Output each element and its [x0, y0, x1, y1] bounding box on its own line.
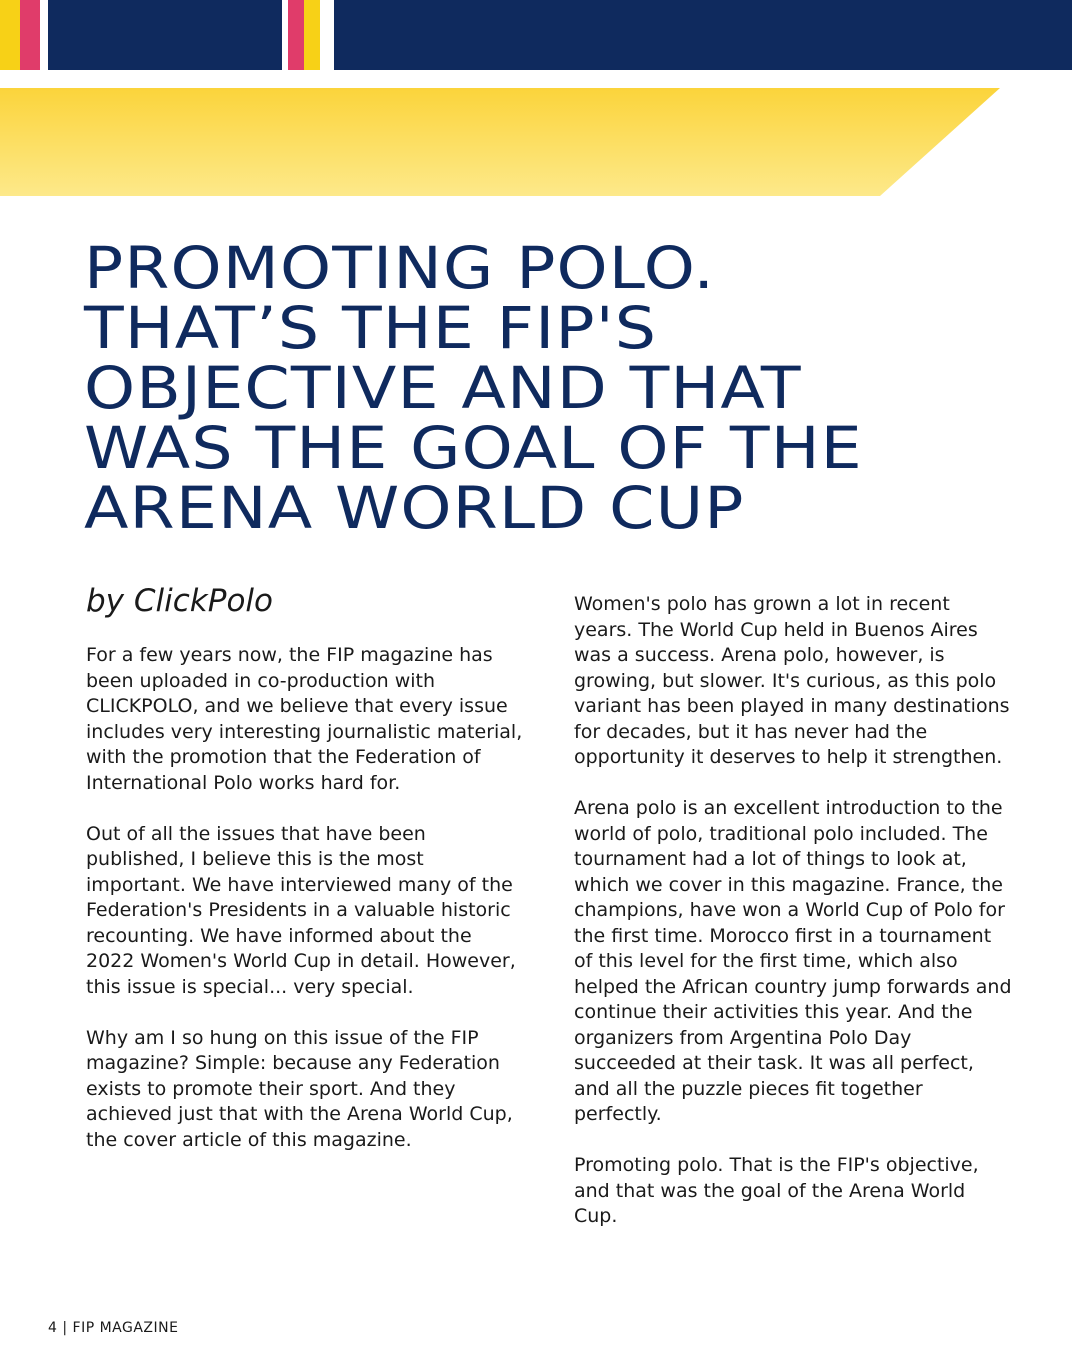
header-stripe-white — [40, 0, 48, 70]
header-stripe-red — [288, 0, 304, 70]
paragraph: For a few years now, the FIP magazine has been uploaded in co-production with CLICKPOLO, and we believe that every issue includes very interesting journalistic material, with the promotion that the Federation of International Polo works hard for. — [86, 644, 523, 794]
title-line: ARENA WORLD CUP — [84, 474, 745, 542]
byline: by ClickPolo — [86, 583, 273, 619]
paragraph: Promoting polo. That is the FIP's objective, and that was the goal of the Arena World Cup. — [574, 1154, 979, 1227]
paragraph: Women's polo has grown a lot in recent years. The World Cup held in Buenos Aires was a success. Arena polo, however, is growing, but slower. It's curious, as this polo variant has been played in many destinations for decades, but it has never had the opportunity it deserves to help it strengthen. — [574, 593, 1010, 768]
yellow-banner — [0, 88, 1000, 196]
paragraph: Arena polo is an excellent introduction to the world of polo, traditional polo included. The tournament had a lot of things to look at, which we cover in this magazine. France, the champions, have won a World Cup of Polo for the first time. Morocco first in a tournament of this level for the first time, which also helped the African country jump forwards and continue their activities this year. And the organizers from Argentina Polo Day succeeded at their task. It was all perfect, and all the puzzle pieces fit together perfectly. — [574, 797, 1012, 1125]
page-footer: 4 | FIP MAGAZINE — [48, 1320, 179, 1336]
title-line: WAS THE GOAL OF THE — [84, 414, 863, 482]
title-line: THAT’S THE FIP'S — [84, 294, 658, 362]
header-bar — [0, 0, 1072, 70]
title-line: PROMOTING POLO. — [84, 234, 716, 302]
right-column — [574, 592, 1014, 1255]
header-stripe-red — [20, 0, 40, 70]
header-stripe-yellow — [304, 0, 320, 70]
title-line: OBJECTIVE AND THAT — [84, 354, 802, 422]
header-stripe-yellow — [0, 0, 20, 70]
paragraph: Why am I so hung on this issue of the FIP magazine? Simple: because any Federation exists to promote their sport. And they achieved just that with the Arena World Cup, the cover article of this magazine. — [86, 1026, 513, 1151]
header-stripe-white — [320, 0, 334, 70]
paragraph: Out of all the issues that have been published, I believe this is the most important. We have interviewed many of the Federation's Presidents in a valuable historic recounting. We have informed about the 2022 Women's World Cup in detail. However, this issue is special... very special. — [86, 822, 516, 998]
page-title — [84, 234, 1072, 542]
left-column — [86, 643, 526, 1179]
